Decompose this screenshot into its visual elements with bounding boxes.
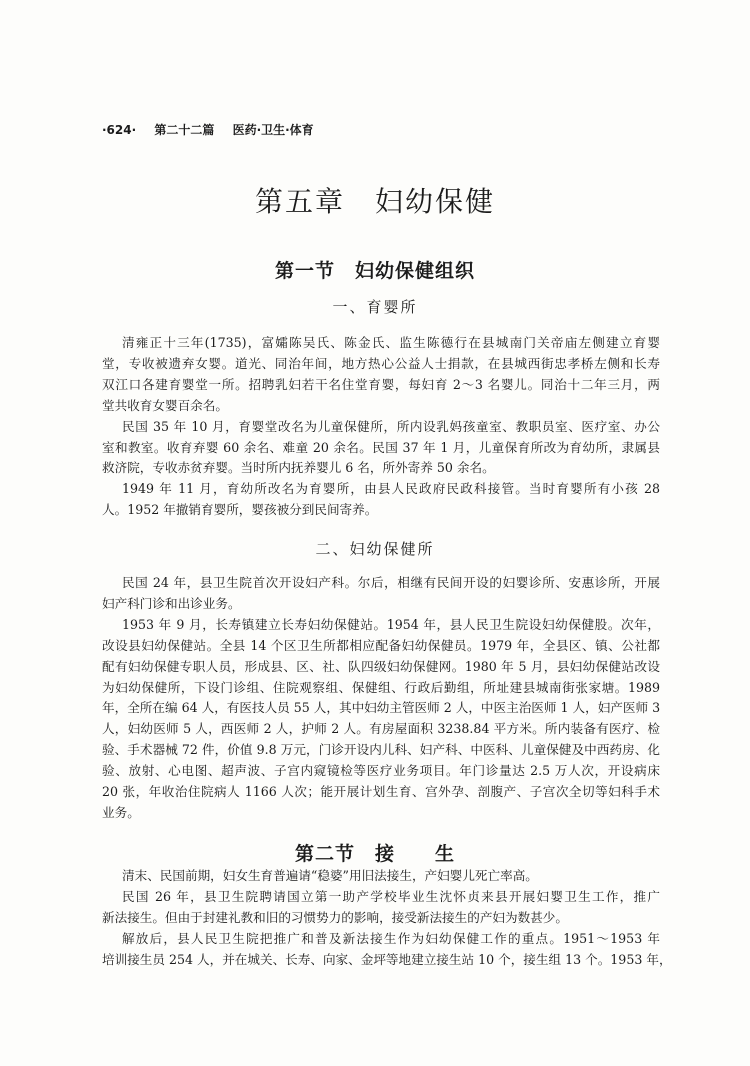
text-line: 验、放射、心电图、超声波、子宫内窥镜检等医疗业务项目。年门诊量达 2.5 万人次，开设病床 — [102, 763, 660, 779]
text-line: 民国 35 年 10 月，育婴堂改名为儿童保健所，所内设乳妈孩童室、教职员室、医疗室、办公 — [122, 418, 660, 434]
section-title-2: 第二节 接 生 — [294, 843, 455, 865]
text-line: 业务。 — [102, 804, 140, 820]
text-line: 1949 年 11 月，育幼所改名为育婴所，由县人民政府民政科接管。当时育婴所有小孩 28 — [122, 481, 660, 497]
text-line: 人。1952 年撤销育婴所，婴孩被分到民间寄养。 — [102, 502, 378, 518]
text-line: 改设县妇幼保健站。全县 14 个区卫生所都相应配备妇幼保健员。1979 年，全县区、镇、公社都 — [102, 637, 660, 653]
chapter-title: 第五章 妇幼保健 — [254, 185, 495, 218]
text-line: 配有妇幼保健专职人员，形成县、区、社、队四级妇幼保健网。1980 年 5 月，县妇幼保健站改设 — [102, 658, 660, 674]
text-line: 室和教室。收育弃婴 60 余名、难童 20 余名。民国 37 年 1 月，儿童保育所改为育幼所，隶属县 — [102, 439, 660, 455]
text-line: 为妇幼保健所，下设门诊组、住院观察组、保健组、行政后勤组，所址建县城南街张家塘。1989 — [102, 679, 660, 695]
text-line: 人，妇幼医师 5 人，西医师 2 人，护师 2 人。有房屋面积 3238.84 平方米。所内装备有医疗、检 — [102, 721, 660, 737]
running-header — [102, 121, 328, 138]
page-number: ·624· — [102, 123, 137, 137]
text-line: 培训接生员 254 人，并在城关、长寿、向家、金坪等地建立接生站 10 个，接生组 13 个。1953 年， — [102, 951, 672, 967]
subsection-title-2: 二、妇幼保健所 — [315, 540, 435, 558]
subsection-title-1: 一、育婴所 — [332, 298, 418, 316]
text-line: 堂，专收被遗弃女婴。道光、同治年间，地方热心公益人士捐款，在县城西街忠孝桥左侧和长寿 — [102, 355, 660, 371]
text-line: 妇产科门诊和出诊业务。 — [102, 595, 241, 611]
text-line: 20 张，年收治住院病人 1166 人次；能开展计划生育、宫外孕、剖腹产、子宫次全切等妇科手术 — [102, 784, 660, 799]
part-topic: 医药·卫生·体育 — [232, 123, 314, 137]
part-title: 第二十二篇 — [154, 123, 215, 137]
text-line: 民国 26 年，县卫生院聘请国立第一助产学校毕业生沈怀贞来县开展妇婴卫生工作，推广 — [122, 888, 660, 904]
text-line: 清雍正十三年(1735)，富孀陈吴氏、陈金氏、监生陈德行在县城南门关帝庙左侧建立育婴 — [122, 335, 660, 350]
text-line: 清末、民国前期，妇女生育普遍请“稳婆”用旧法接生，产妇婴儿死亡率高。 — [122, 868, 538, 883]
text-line: 民国 24 年，县卫生院首次开设妇产科。尔后，相继有民间开设的妇婴诊所、安惠诊所，开展 — [122, 575, 660, 590]
text-line: 年，全所在编 64 人，有医技人员 55 人，其中妇幼主管医师 2 人，中医主治医师 1 人，妇产医师 3 — [102, 700, 661, 716]
text-line: 新法接生。但由于封建礼教和旧的习惯势力的影响，接受新法接生的产妇为数甚少。 — [102, 909, 568, 925]
text-line: 救济院，专收赤贫弃婴。当时所内抚养婴儿 6 名，所外寄养 50 余名。 — [102, 460, 495, 476]
section-title-1: 第一节 妇幼保健组织 — [274, 260, 475, 282]
text-line: 解放后，县人民卫生院把推广和普及新法接生作为妇幼保健工作的重点。1951～1953 年 — [122, 930, 660, 946]
text-line: 双江口各建育婴堂一所。招聘乳妇若干名住堂育婴，每妇育 2～3 名婴儿。同治十二年三月，两 — [102, 376, 660, 392]
text-line: 堂共收育女婴百余名。 — [102, 397, 228, 413]
text-line: 验、手术器械 72 件，价值 9.8 万元，门诊开设内儿科、妇产科、中医科、儿童保健及中西药房、化 — [102, 742, 660, 758]
text-line: 1953 年 9 月，长寿镇建立长寿妇幼保健站。1954 年，县人民卫生院设妇幼保健股。次年， — [122, 616, 660, 632]
